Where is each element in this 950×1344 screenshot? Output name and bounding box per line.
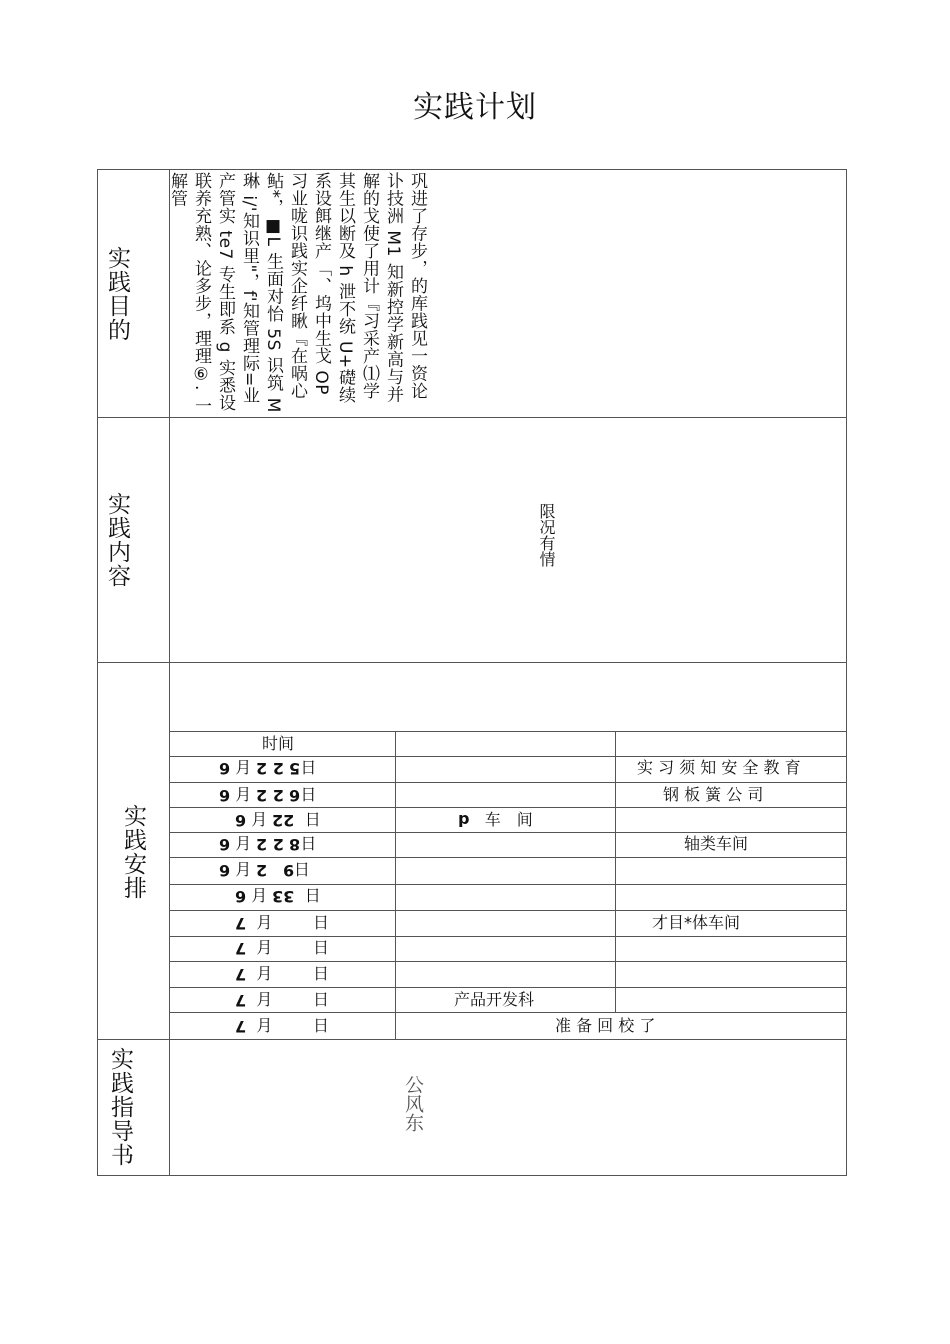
divider [615, 731, 616, 1012]
purpose-line: 讣技洲 M1 知新控学新高与并 [383, 172, 403, 403]
divider [169, 756, 847, 757]
purpose-line: 联养充熟、论多步，理理⑥. 一 [191, 172, 211, 415]
purpose-line: 鲇*，■L 生面对怡 5S 识筑 M [263, 172, 283, 413]
schedule-row-date: 7 月 日 [235, 1016, 330, 1036]
guide-label: 实践指导书 [107, 1047, 133, 1167]
purpose-line: 解管 [167, 172, 187, 207]
purpose-line: 巩进了存步，的库践见一资论 [407, 172, 427, 400]
divider [169, 1012, 847, 1013]
schedule-row-date: 6 月 33 日 [235, 886, 321, 906]
divider [169, 910, 847, 911]
schedule-row-dept: d 车 间 [458, 810, 533, 830]
schedule-row-date: 6 月 2 9日 [219, 860, 310, 880]
divider [169, 961, 847, 962]
page-title: 实践计划 [413, 90, 537, 125]
divider [97, 662, 847, 663]
schedule-label: 实践安排 [120, 804, 146, 900]
schedule-row-dept: 产品开发科 [454, 990, 535, 1009]
divider [169, 782, 847, 783]
purpose-line: 产管实 te7 专生即系 g 实悉设 [215, 172, 235, 412]
schedule-row-place: 才目*体车间 [652, 913, 741, 932]
divider [169, 807, 847, 808]
schedule-header-time: 时间 [262, 734, 295, 753]
schedule-row-place: 轴类车间 [684, 834, 749, 853]
purpose-text [167, 172, 429, 417]
schedule-row-place: 实 习 须 知 安 全 教 育 [637, 758, 801, 777]
divider [169, 936, 847, 937]
schedule-row-date: 6 月 2 2 8日 [219, 834, 317, 854]
content-text: 限况有情 [537, 503, 556, 567]
purpose-line: 系设餌继产「、坞中生戈 OP [311, 172, 331, 396]
schedule-row-note: 准 备 回 校 了 [555, 1016, 656, 1035]
divider [169, 884, 847, 885]
schedule-row-place: 钢 板 簧 公 司 [663, 785, 764, 804]
schedule-row-date: 6 月 2 2 6日 [219, 785, 317, 805]
content-label: 实践内容 [104, 492, 130, 588]
divider [169, 832, 847, 833]
schedule-row-date: 7 月 日 [235, 990, 330, 1010]
schedule-row-date: 7 月 日 [235, 938, 330, 958]
divider [169, 731, 847, 732]
schedule-row-date: 6 月 2 2 5日 [219, 758, 317, 778]
divider [97, 417, 847, 418]
divider [97, 1039, 847, 1040]
purpose-label: 实践目的 [104, 246, 130, 342]
schedule-row-date: 6 月 22 日 [235, 810, 321, 830]
guide-text: 公风东 [402, 1075, 424, 1132]
purpose-line: 琳 i/'知识里"，f'知管理际=业 [239, 172, 259, 405]
schedule-row-date: 7 月 日 [235, 964, 330, 984]
purpose-line: 习业咙识践实企纤瞅『在㖞心 [287, 172, 307, 400]
purpose-line: 其生以断及 h 泄不统 U+礎续 [335, 172, 355, 404]
divider [169, 857, 847, 858]
purpose-line: 解的戈使了用计『习采产⑴学 [359, 172, 379, 400]
schedule-row-date: 7 月 日 [235, 913, 330, 933]
divider [169, 987, 847, 988]
divider [395, 731, 396, 1039]
